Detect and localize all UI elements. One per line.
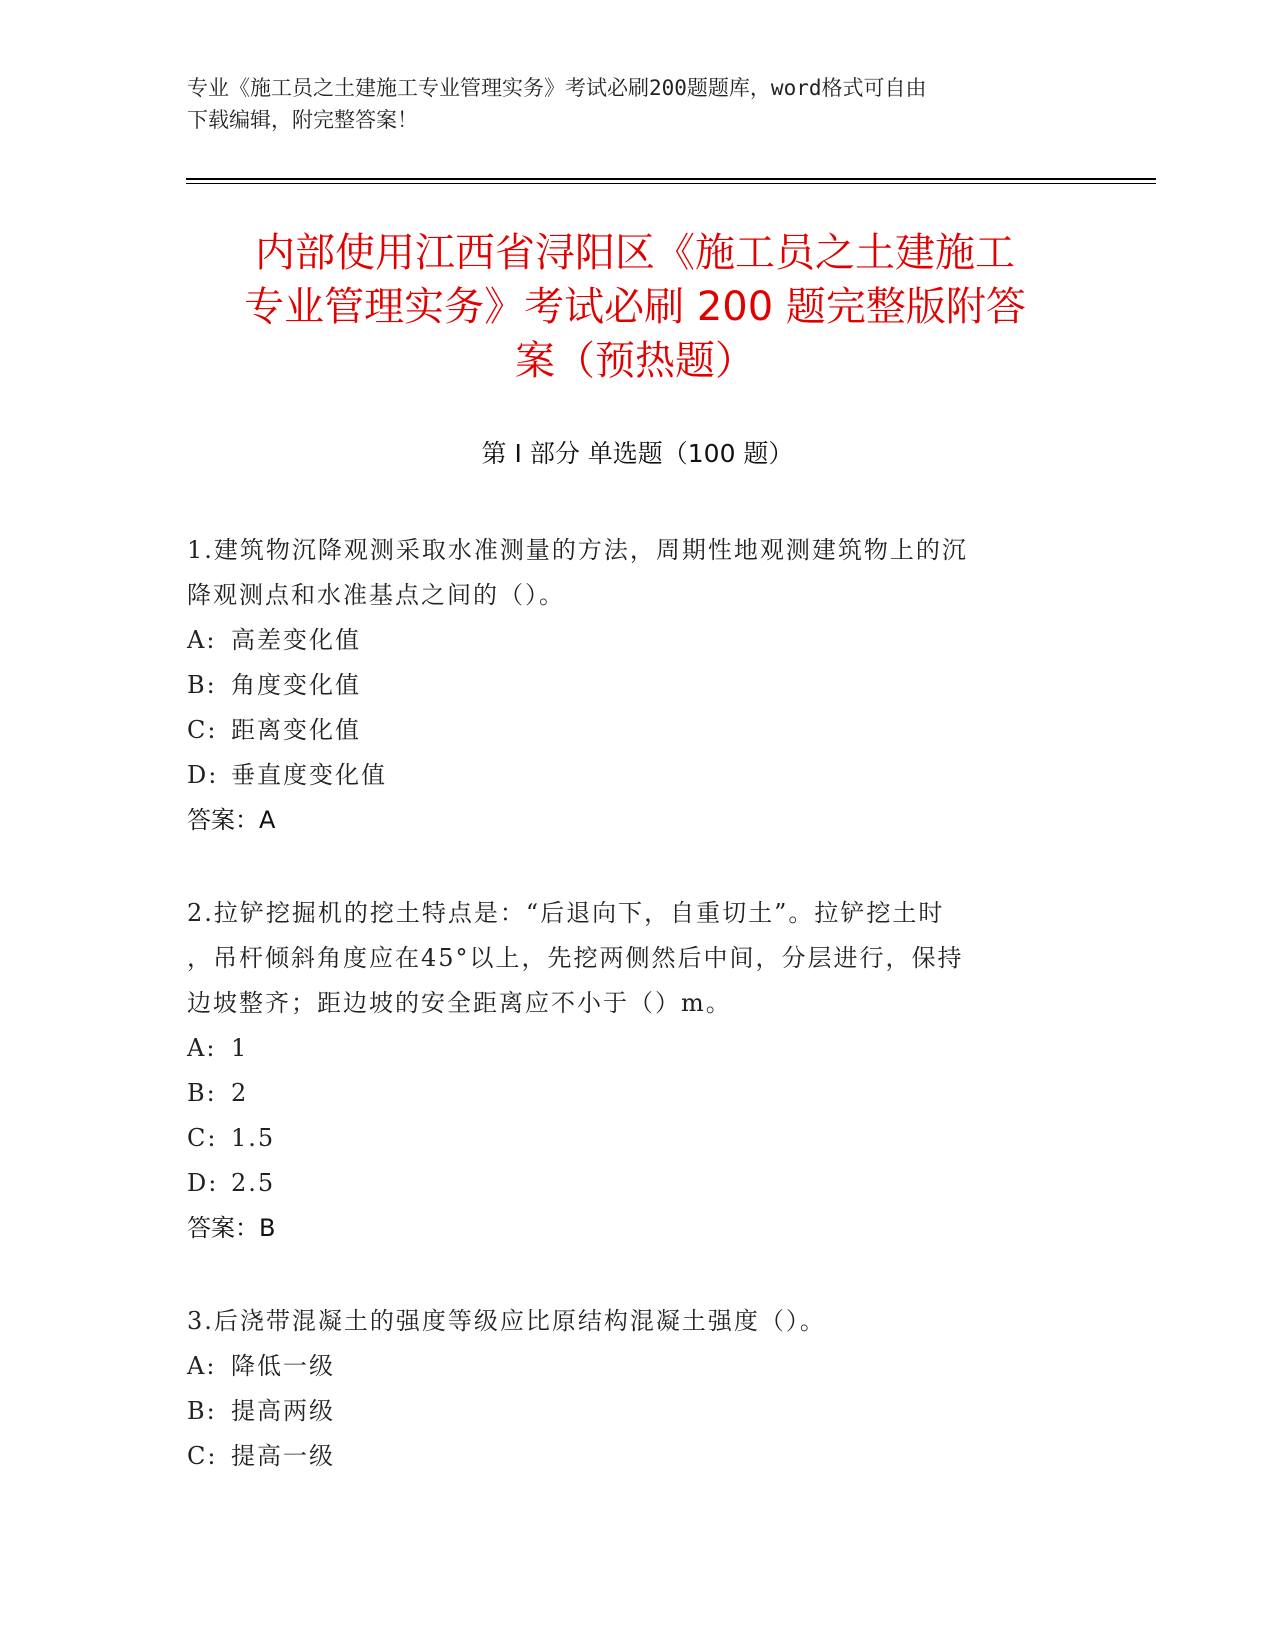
header-note-line-1: 专业《施工员之土建施工专业管理实务》考试必刷200题题库，word格式可自由 xyxy=(187,76,927,100)
option-text: 高差变化值 xyxy=(231,626,361,654)
option-letter: C: xyxy=(187,1124,218,1152)
document-title xyxy=(170,226,1100,388)
question-stem-line: 2.拉铲挖掘机的挖土特点是：“后退向下，自重切土”。拉铲挖土时 xyxy=(187,899,945,927)
option-text: 2 xyxy=(231,1079,249,1107)
question-stem xyxy=(187,1299,1067,1344)
question-1 xyxy=(187,528,1067,843)
option-letter: B: xyxy=(187,1079,217,1107)
header-note xyxy=(187,72,1087,136)
question-stem-line: 降观测点和水准基点之间的（）。 xyxy=(187,581,565,609)
question-stem xyxy=(187,891,1067,1026)
option-text: 角度变化值 xyxy=(231,671,361,699)
option-letter: B: xyxy=(187,671,217,699)
option-b xyxy=(187,663,1067,708)
option-letter: C: xyxy=(187,1442,218,1470)
document-title-line-1: 内部使用江西省浔阳区《施工员之土建施工 xyxy=(255,230,1015,276)
option-text: 距离变化值 xyxy=(231,716,361,744)
question-stem-line: 3.后浇带混凝土的强度等级应比原结构混凝土强度（）。 xyxy=(187,1307,826,1335)
option-letter: D: xyxy=(187,1169,219,1197)
header-note-line-2: 下载编辑，附完整答案！ xyxy=(187,108,418,132)
answer-line: 答案：B xyxy=(187,1214,276,1242)
question-stem-line: 1.建筑物沉降观测采取水准测量的方法，周期性地观测建筑物上的沉 xyxy=(187,536,968,564)
document-title-line-2: 专业管理实务》考试必刷 200 题完整版附答 xyxy=(244,284,1026,330)
option-a xyxy=(187,1344,1067,1389)
question-stem-line: 边坡整齐；距边坡的安全距离应不小于（）m。 xyxy=(187,989,732,1017)
option-text: 提高一级 xyxy=(231,1442,335,1470)
option-b xyxy=(187,1071,1067,1116)
option-text: 1.5 xyxy=(231,1124,276,1152)
option-text: 降低一级 xyxy=(231,1352,335,1380)
option-c xyxy=(187,1434,1067,1479)
option-letter: D: xyxy=(187,761,219,789)
option-text: 1 xyxy=(231,1034,249,1062)
answer-line: 答案：A xyxy=(187,806,276,834)
option-text: 2.5 xyxy=(231,1169,276,1197)
option-text: 提高两级 xyxy=(231,1397,335,1425)
question-stem-line: ，吊杆倾斜角度应在45°以上，先挖两侧然后中间，分层进行，保持 xyxy=(187,944,964,972)
option-d xyxy=(187,753,1067,798)
option-a xyxy=(187,1026,1067,1071)
question-3 xyxy=(187,1299,1067,1479)
question-list xyxy=(187,528,1067,1527)
option-letter: B: xyxy=(187,1397,217,1425)
option-a xyxy=(187,618,1067,663)
option-text: 垂直度变化值 xyxy=(231,761,387,789)
option-letter: A: xyxy=(187,626,217,654)
option-letter: C: xyxy=(187,716,218,744)
section-heading: 第 I 部分 单选题（100 题） xyxy=(481,439,794,468)
question-2 xyxy=(187,891,1067,1251)
option-c xyxy=(187,1116,1067,1161)
document-title-line-3: 案（预热题） xyxy=(515,338,755,384)
option-c xyxy=(187,708,1067,753)
header-divider-thin xyxy=(186,183,1156,184)
option-d xyxy=(187,1161,1067,1206)
option-letter: A: xyxy=(187,1034,217,1062)
option-letter: A: xyxy=(187,1352,217,1380)
option-b xyxy=(187,1389,1067,1434)
header-divider-thick xyxy=(186,178,1156,180)
question-stem xyxy=(187,528,1067,618)
